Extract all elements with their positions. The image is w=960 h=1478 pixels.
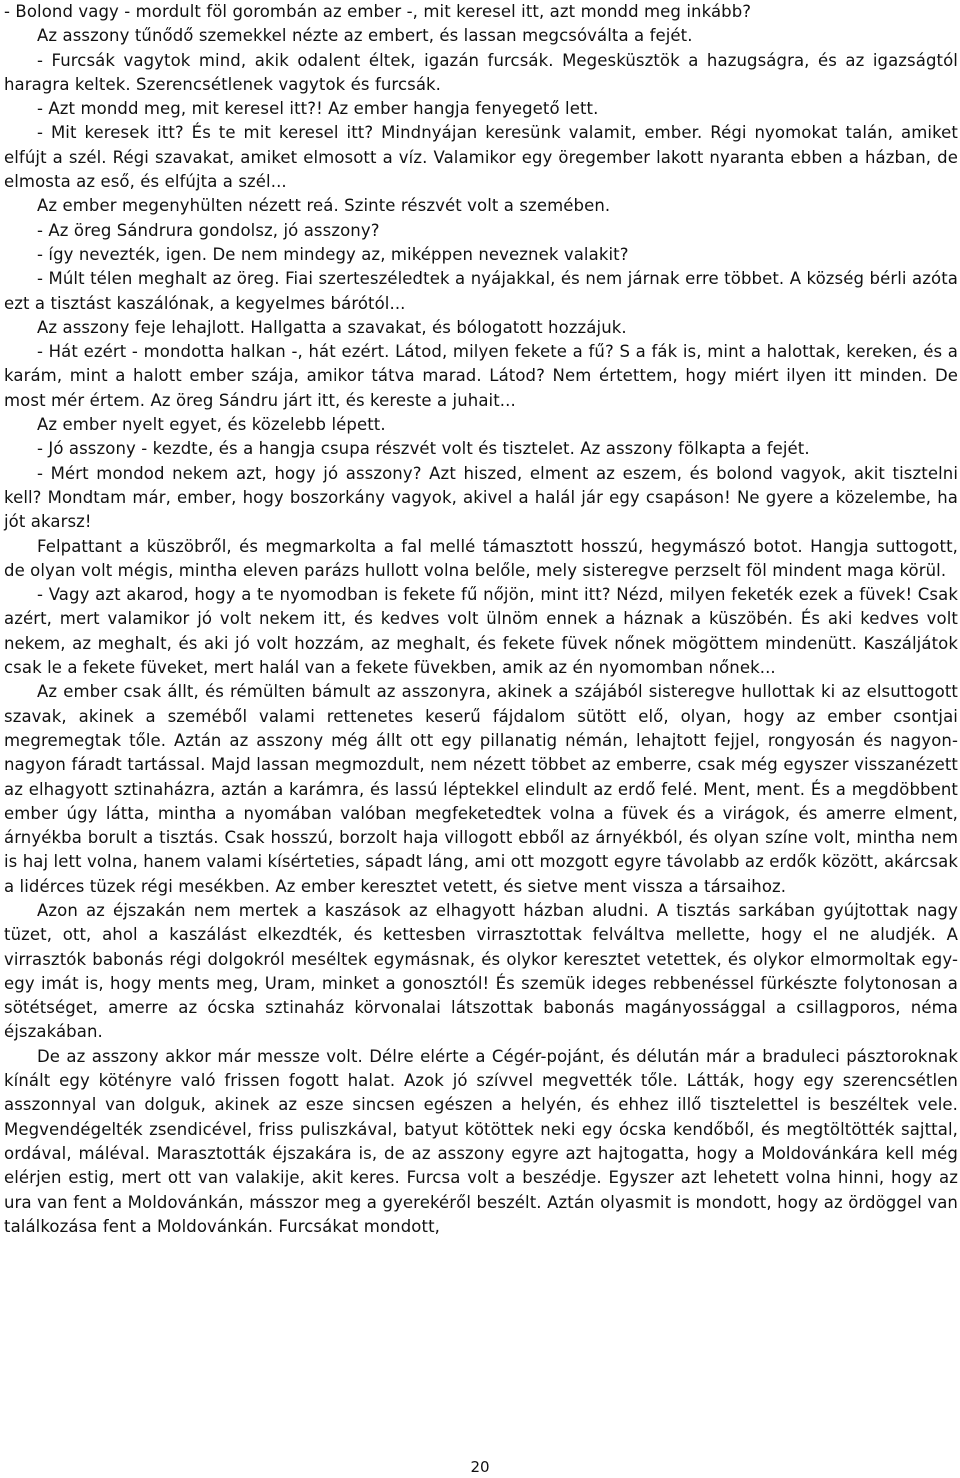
paragraph: - Vagy azt akarod, hogy a te nyomodban is fekete fű nőjön, mint itt? Nézd, milyen feketék ezek a füvek! Csak azért, mert valamikor jó volt nekem itt, és kedves volt ülnöm ennek a háznak a küszöbén. És aki kedves volt nekem, az meghalt, és aki jó volt hozzám, az meghalt, és fekete füvek nőnek mögöttem mindenütt. Kaszáljátok csak le a fekete füveket, mert halál van a fekete füvekben, amik az én nyomomban nőnek...: [4, 585, 958, 678]
paragraph: - Furcsák vagytok mind, akik odalent éltek, igazán furcsák. Megesküsztök a hazugságra, és az igazságtól haragra keltek. Szerencsétlenek vagytok és furcsák.: [4, 50, 958, 94]
paragraph: - Bolond vagy - mordult föl gorombán az ember -, mit keresel itt, azt mondd meg inkább?: [4, 2, 752, 21]
paragraph: Az asszony tűnődő szemekkel nézte az embert, és lassan megcsóválta a fejét.: [37, 26, 693, 46]
paragraph: De az asszony akkor már messze volt. Délre elérte a Cégér-pojánt, és délután már a braduleci pásztoroknak kínált egy kötényre való frissen fogott halat. Azok jó szívvel megvették tőle. Látták, hogy egy szerencsétlen asszonnyal van dolguk, akinek az esze sincsen egészen a helyén, és ehhez illő tisztelettel is beszéltek vele. Megvendégelték zsendicével, friss puliszkával, batyut kötöttek neki egy ócska kendőből, és megtöltötték sajttal, ordával, máléval. Marasztották éjszakára is, de az asszony egyre azt hajtogatta, hogy a Moldovánkára kell még elérjen estig, mert ott van valakije, akit keres. Furcsa volt a beszédje. Egyszer azt lehetett volna hinni, hogy az ura van fent a Moldovánkán, másszor meg a gyerekéről beszélt. Aztán olyasmit is mondott, hogy az ördöggel van találkozása fent a Moldovánkán. Furcsákat mondott,: [4, 1046, 958, 1236]
paragraph: Az ember megenyhülten nézett reá. Szinte részvét volt a szemében.: [37, 196, 611, 216]
paragraph: - Mért mondod nekem azt, hogy jó asszony? Azt hiszed, elment az eszem, és bolond vagyok, akit tisztelni kell? Mondtam már, ember, hogy boszorkány vagyok, akivel a halál jár egy csapáson! Ne gyere a közelembe, ha jót akarsz!: [4, 463, 958, 532]
paragraph: Felpattant a küszöbről, és megmarkolta a fal mellé támasztott hosszú, hegymászó botot. Hangja suttogott, de olyan volt mégis, mintha eleven parázs hullott volna belőle, mely sisteregve perzselt föl mindent maga körül.: [4, 536, 958, 580]
paragraph: Az asszony feje lehajlott. Hallgatta a szavakat, és bólogatott hozzájuk.: [37, 317, 627, 337]
paragraph: - Múlt télen meghalt az öreg. Fiai szerteszéledtek a nyájakkal, és nem járnak erre többet. A község bérli azóta ezt a tisztást kaszálónak, a kegyelmes bárótól...: [4, 269, 958, 313]
paragraph: - így nevezték, igen. De nem mindegy az, miképpen neveznek valakit?: [37, 244, 629, 264]
page-number: 20: [470, 1458, 490, 1476]
paragraph: - Azt mondd meg, mit keresel itt?! Az ember hangja fenyegető lett.: [37, 99, 599, 119]
paragraph: Az ember csak állt, és rémülten bámult az asszonyra, akinek a szájából sisteregve hullottak ki az elsuttogott szavak, akinek a szeméből valami rettenetes keserű fájdalom sütött elő, olyan, hogy az ember csontjai megremegtak tőle. Aztán az asszony még állt ott egy pillanatig némán, lehajtott fejjel, rongyosán és nagyon-nagyon fáradt tartással. Majd lassan megmozdult, nem nézett többet az emberre, csak még egyszer visszanézett az elhagyott sztinaházra, aztán a karámra, és lassú léptekkel elindult az erdő felé. Ment, ment. És a megdöbbent ember úgy látta, mintha a nyomában valóban megfeketedtek volna a füvek és a virágok, és amerre elment, árnyékba borult a tisztás. Csak hosszú, borzolt haja villogott ebből az árnyékból, és olyan színe volt, mintha nem is haj lett volna, hanem valami kísérteties, sápadt láng, ami ott mozgott egyre távolabb az erdők között, akárcsak a lidérces tüzek régi mesékben. Az ember keresztet vetett, és sietve ment vissza a társaihoz.: [4, 682, 958, 896]
paragraph: Az ember nyelt egyet, és közelebb lépett.: [37, 415, 386, 435]
paragraph: Azon az éjszakán nem mertek a kaszások az elhagyott házban aludni. A tisztás sarkában gyújtottak nagy tüzet, ott, ahol a kaszálást elkezdték, és kettesben virrasztottak felváltva mellette, hogy el ne aludjék. A virrasztók babonás régi dolgokról meséltek egymásnak, és olykor keresztet vetettek, és olykor elmormoltak egy-egy imát is, hogy ments meg, Uram, minket a gonosztól! És szemük ideges rebbenéssel fürkészte folytonosan a sötétséget, amerre az ócska sztinaház körvonalai látszottak babonás magányossággal a csillagporos, néma éjszakában.: [4, 900, 958, 1042]
paragraph: - Hát ezért - mondotta halkan -, hát ezért. Látod, milyen fekete a fű? S a fák is, mint a halottak, kereken, és a karám, mint a halott ember szája, amikor tátva marad. Látod? Nem értettem, hogy miért ilyen itt minden. De most mér értem. Az öreg Sándru járt itt, és kereste a juhait...: [4, 342, 958, 410]
paragraph: - Az öreg Sándrura gondolsz, jó asszony?: [37, 220, 380, 240]
paragraph: - Jó asszony - kezdte, és a hangja csupa részvét volt és tisztelet. Az asszony fölkapta a fejét.: [37, 439, 810, 459]
paragraph: - Mit keresek itt? És te mit keresel itt? Mindnyájan keresünk valamit, ember. Régi nyomokat talán, amiket elfújt a szél. Régi szavakat, amiket elmosott a víz. Valamikor egy öregember lakott nyaranta ebben a házban, de elmosta az eső, és elfújta a szél...: [4, 123, 958, 192]
document-body: [4, 0, 958, 1239]
